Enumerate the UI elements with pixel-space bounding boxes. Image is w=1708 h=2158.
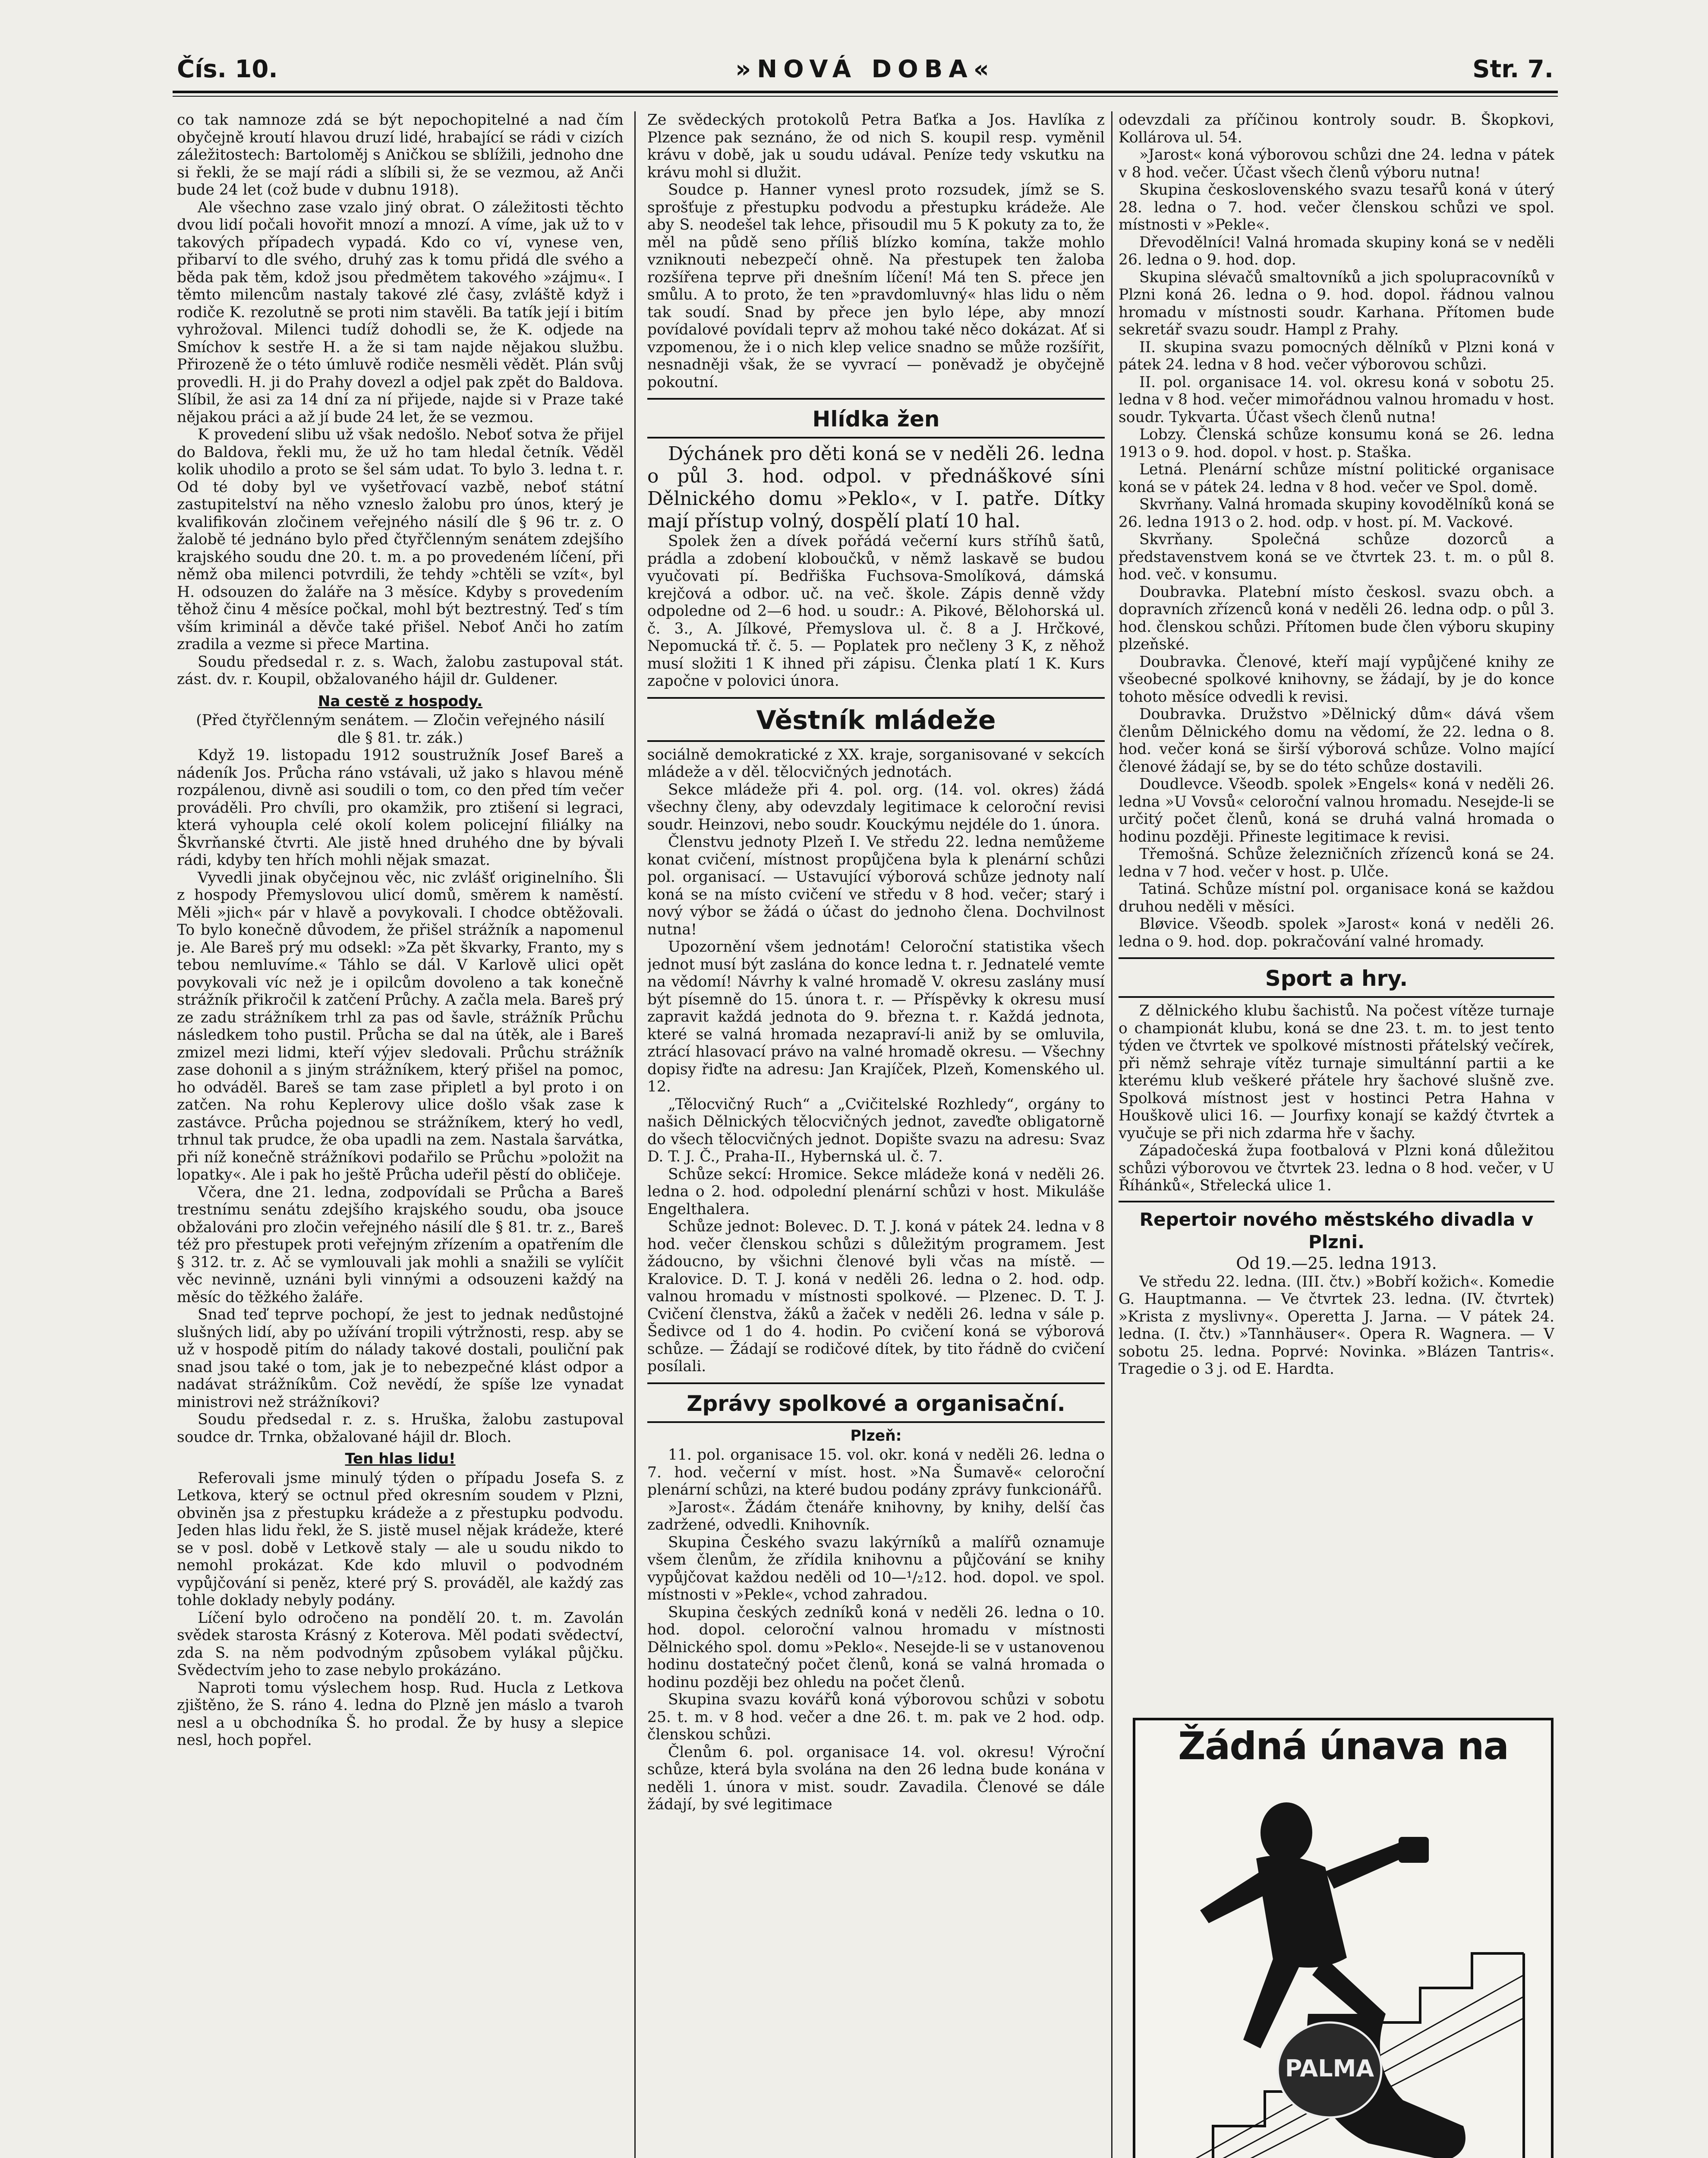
article-paragraph: Skvrňany. Společná schůze dozorců a představenstvem koná se ve čtvrtek 23. t. m. o půl 8. hod. več. v konsumu. [1119,531,1554,583]
article-subheading: (Před čtyřčlenným senátem. — Zločin veřejného násilí dle § 81. tr. zák.) [196,712,605,747]
column-2 [647,111,1105,2158]
article-paragraph: Spolek žen a dívek pořádá večerní kurs stříhů šatů, prádla a zdobení kloboučků, v němž laskavě se budou vyučovati pí. Bedřiška Fuchsova-Smolíková, dámská krejčová a odbor. uč. na več. škole. Zápis denně vždy odpoledne od 2—6 hod. u soudr.: A. Pikové, Bělohorská ul. č. 3., A. Jílkové, Přemyslova ul. č. 8 a J. Hrčkové, Nepomucká tř. č. 5. — Poplatek pro nečleny 3 K, z něhož musí složiti 1 K ihned při zápisu. Členka platí 1 K. Kurs započne v polovici února. [647,533,1105,690]
article-paragraph: Třemošná. Schůze železničních zřízenců koná se 24. ledna v 7 hod. večer v host. p. Ulče. [1119,846,1554,880]
article-paragraph: Z dělnického klubu šachistů. Na počest vítěze turnaje o championát klubu, koná se dne 23. t. m. to jest tento týden ve čtvrtek ve spolkové místnosti přátelský večírek, při němž sehraje vítěz turnaje simultánní partii a ke kterému klub veškeré přátele hry šachové slušně zve. Spolková místnost jest v hostinci Petra Hahna v Houškově ulici 16. — Jourfixy konají se každý čtvrtek a vyučuje se při nich zdarma hře v šachy. [1119,1002,1554,1142]
article-paragraph: »Jarost« koná výborovou schůzi dne 24. ledna v pátek v 8 hod. večer. Účast všech členů výboru nutna! [1119,146,1554,181]
article-paragraph: Letná. Plenární schůze místní politické organisace koná se v pátek 24. ledna v 8 hod. večer ve Spol. domě. [1119,461,1554,496]
article-paragraph: »Jarost«. Žádám čtenáře knihovny, by knihy, delší čas zadržené, odvedli. Knihovník. [647,1499,1105,1533]
article-paragraph: Soudu předsedal r. z. s. Wach, žalobu zastupoval stát. zást. dv. r. Koupil, obžalovaného hájil dr. Guldener. [177,653,624,688]
column-1 [177,111,624,2158]
article-paragraph: Referovali jsme minulý týden o případu Josefa S. z Letkova, který se octnul před okresním soudem v Plzni, obviněn jsa z přestupku krádeže a z přestupku podvodu. Jeden hlas lidu řekl, že S. jistě musel nějak krádeže, které se v posl. době v Letkově staly — ale u soudu nikdo to nemohl prokázat. Kde kdo mluvil o podvodném vypůjčování si peněz, které prý S. prováděl, ale každý zas tohle doklady nebyly podány. [177,1469,624,1609]
article-paragraph: Dřevodělníci! Valná hromada skupiny koná se v neděli 26. ledna o 9. hod. dop. [1119,233,1554,268]
article-heading: Ten hlas lidu! [345,1450,456,1467]
column-divider [1111,111,1112,2158]
article-paragraph: Líčení bylo odročeno na pondělí 20. t. m. Zavolán svědek starosta Krásný z Koterova. Měl podati svědectví, zda S. na něm podvodným způsobem vylákal půjčku. Svědectvím jeho to zase nebylo prokázáno. [177,1609,624,1679]
newspaper-title: »NOVÁ DOBA« [735,55,995,83]
article-paragraph: Skupina svazu kovářů koná výborovou schůzi v sobotu 25. t. m. v 8 hod. večer a dne 26. t. m. pak ve 2 hod. odp. členskou schůzi. [647,1691,1105,1743]
article-paragraph: II. pol. organisace 14. vol. okresu koná v sobotu 25. ledna v 8 hod. večer mimořádnou valnou hromadu v host. soudr. Tykvarta. Účast všech členů nutna! [1119,373,1554,426]
article-paragraph: „Tělocvičný Ruch“ a „Cvičitelské Rozhledy“, orgány to našich Dělnických tělocvičných jednot, zaveďte obligatorně do všech tělocvičných jednot. Dopište svazu na adresu: Svaz D. T. J. Č., Praha-II., Hybernská ul. č. 7. [647,1095,1105,1165]
article-paragraph: Snad teď teprve pochopí, že jest to jednak nedůstojné slušných lidí, aby po užívání tropili výtržnosti, resp. aby se už v hospodě pitím do nálady takové dostali, pouliční pak snad jsou také o tom, jak je to nebezpečné klást odpor a nadávat strážníkům. Což nevědí, že spíše lze vynadat ministrovi než strážníkovi? [177,1306,624,1411]
column-3 [1119,111,1554,1707]
section-heading: Sport a hry. [1265,966,1408,991]
repertoire-dates: Od 19.—25. ledna 1913. [1236,1253,1437,1273]
section-rule [1119,1201,1554,1202]
header-rule-thin [173,96,1558,97]
article-paragraph: Dýchánek pro děti koná se v neděli 26. ledna o půl 3. hod. odpol. v přednáškové síni Dělnického domu »Peklo«, v I. patře. Dítky mají přístup volný, dospělí platí 10 hal. [647,443,1105,532]
article-paragraph: Skupina slévačů smaltovníků a jich spolupracovníků v Plzni koná 26. ledna o 9. hod. dopol. řádnou valnou hromadu v místnosti soudr. Karhana. Přítomen bude sekretář svazu soudr. Hampl z Prahy. [1119,268,1554,338]
palma-advertisement [1133,1718,1554,2158]
article-paragraph: Tatiná. Schůze místní pol. organisace koná se každou druhou neděli v měsíci. [1119,880,1554,915]
article-paragraph: Vyvedli jinak obyčejnou věc, nic zvlášť originelního. Šli z hospody Přemyslovou ulicí domů, směrem k naměstí. Měli »jich« pár v hlavě a povykovali. I chodce obtěžovali. To bylo konečně důvodem, že přišel strážník a napomenul je. Ale Bareš prý mu odsekl: »Za pět škvarky, Franto, my s tebou nemluvíme.« Táhlo se dál. V Karlově ulici opět povykovali víc než je i opilcům dovoleno a tak konečně strážník přikročil k zatčení Průchy. A začla mela. Bareš prý ze zadu strážníkem trhl za pas od šavle, strážník Průchu následkem toho pustil. Průcha se dal na útěk, ale i Bareš zmizel mezi lidmi, kteří výjev sledovali. Průchu strážník zase dohonil a s jiným strážníkem, který přišel na pomoc, ho odváděl. Bareš se tam zase připletl a byl proto i on zatčen. Na rohu Keplerovy ulice došlo však zase k zastávce. Průcha pojednou se strážníkem, který ho vedl, trhnul tak prudce, že oba upadli na zem. Nastala šarvátka, při níž konečně strážníkovi podařilo se Průchu »položit na lopatky«. Ale i pak ho ještě Průcha udeřil pěstí do obličeje. [177,869,624,1183]
article-paragraph: Lobzy. Členská schůze konsumu koná se 26. ledna 1913 o 9. hod. dopol. v host. p. Staška. [1119,426,1554,461]
article-paragraph: K provedení slibu už však nedošlo. Neboť sotva že přijel do Baldova, řekli mu, že už ho tam hledal četník. Věděl kolik uhodilo a proto se šel sám udat. To bylo 3. ledna t. r. Od té doby byl ve vyšetřovací vazbě, neboť státní zastupitelství na něho vzneslo žalobu pro únos, který je kvalifikován zločinem veřejného násilí dle § 96 tr. z. O žalobě té jednáno bylo před čtyřčlenným senátem zdejšího krajského soudu dne 20. t. m. a po provedeném líčení, při němž oba milenci potvrdili, že tehdy »chtěli se vzít«, byl H. odsouzen do žaláře na 3 měsíce. Kdyby s provedením těhož činu 4 měsíce počkal, mohl být beztrestný. Teď s tím vším kriminál a děvče také přišel. Neboť Anči ho zatím zradila a vezme si přece Martina. [177,426,624,653]
article-paragraph: II. skupina svazu pomocných dělníků v Plzni koná v pátek 24. ledna v 8 hod. večer výborovou schůzi. [1119,338,1554,373]
article-paragraph: Ale všechno zase vzalo jiný obrat. O záležitosti těchto dvou lidí počali hovořit mnozí a mnozí. A víme, jak už to v takových případech vypadá. Kdo co ví, vynese ven, přibarví to dle svého, druhý zas k tomu přidá dle svého a běda pak těm, kdož jsou předmětem takového »zájmu«. I těmto milencům nastaly takové zlé časy, zvláště když i rodiče K. rezolutně se proti nim stavěli. Ba tatík její i bitím vyhrožoval. Milenci tudíž dohodli se, že K. odjede na Smíchov k sestře H. a že si tam najde nějakou službu. Přirozeně že o této úmluvě rodiče nesměli vědět. Plán svůj provedli. H. ji do Prahy dovezl a odjel pak zpět do Baldova. Slíbil, že asi za 14 dní za ní přijede, najde si v Praze také nějakou práci a až jí bude 24 let, že se vezmou. [177,199,624,426]
article-paragraph: Schůze jednot: Bolevec. D. T. J. koná v pátek 24. ledna v 8 hod. večer členskou schůzi s důležitým programem. Jest žádoucno, by všichni členové byli včas na místě. — Kralovice. D. T. J. koná v neděli 26. ledna o 2. hod. odp. valnou hromadu v místnosti spolkové. — Plzenec. D. T. J. Cvičení členstva, žáků a žaček v neděli 26. ledna v sále p. Šedivce od 1 do 4. hodin. Po cvičení koná se výborová schůze. — Žádají se rodičové dítek, by tito řádně do cvičení posílali. [647,1218,1105,1375]
issue-number: Čís. 10. [177,55,278,83]
header-rule [173,91,1558,93]
place-heading: Plzeň: [850,1427,902,1445]
article-paragraph: Skvrňany. Valná hromada skupiny kovodělníků koná se 26. ledna 1913 o 2. hod. odp. v host. pí. M. Vackové. [1119,496,1554,531]
section-subtitle: sociálně demokratické z XX. kraje, sorganisované v sekcích mládeže a v děl. tělocvičných jednotách. [647,746,1105,781]
article-paragraph: Západočeská župa footbalová v Plzni koná důležitou schůzi výborovou ve čtvrtek 23. ledna o 8 hod. večer, v U Říhánků«, Střelecká ulice 1. [1119,1142,1554,1194]
article-paragraph: Skupina českých zedníků koná v neděli 26. ledna o 10. hod. dopol. celoroční valnou hromadu v místnosti Dělnického spol. domu »Peklo«. Nesejde-li se v ustanovenou hodinu dostatečný počet členů, koná se valná hromada o hodinu později bez ohledu na počet členů. [647,1603,1105,1691]
article-paragraph: Soudu předsedal r. z. s. Hruška, žalobu zastupoval soudce dr. Trnka, obžalované hájil dr. Bloch. [177,1411,624,1446]
article-paragraph: Ve středu 22. ledna. (III. čtv.) »Bobří kožich«. Komedie G. Hauptmanna. — Ve čtvrtek 23. ledna. (IV. čtvrtek) »Krista z myslivny«. Operetta J. Jarna. — V pátek 24. ledna. (I. čtv.) »Tannhäuser«. Opera R. Wagnera. — V sobotu 25. ledna. Poprvé: Novinka. »Blázen Tantris«. Tragedie o 3 j. od E. Hardta. [1119,1273,1554,1378]
article-paragraph: odevzdali za příčinou kontroly soudr. B. Škopkovi, Kollárova ul. 54. [1119,111,1554,146]
article-heading: Na cestě z hospody. [318,692,483,710]
article-paragraph: Doubravka. Členové, kteří mají vypůjčené knihy ze všeobecné spolkové knihovny, se žádají, by je do konce tohoto měsíce odvedli k revisi. [1119,653,1554,706]
section-heading: Zprávy spolkové a organisační. [687,1391,1065,1416]
page-number: Str. 7. [1472,55,1554,83]
ad-headline: Žádná únava na [1178,1724,1508,1768]
article-paragraph: Včera, dne 21. ledna, zodpovídali se Průcha a Bareš trestnímu senátu zdejšího krajského soudu, oba jsouce obžalováni pro zločin veřejného násilí dle § 81. tr. z., Bareš též pro přestupek proti veřejným zřízením a opatřením dle § 312. tr. z. Ač se vymlouvali jak mohli a snažili se vylíčit věc nevinně, uznáni byli vinnými a odsouzeni každý na měsíc do těžkého žaláře. [177,1183,624,1306]
section-header-box [647,1382,1105,1423]
article-paragraph: Když 19. listopadu 1912 soustružník Josef Bareš a nádeník Jos. Průcha ráno vstávali, už jako s hlavou méně rozpálenou, divně asi soudili o tom, co den před tím večer prováděli. Pro chvíli, pro okamžik, pro ztišení si legraci, která vyhoupla celé okolí kolem policejní filiálky na Škvrňanské čtvrti. Ale jistě hned druhého dne by bývali rádi, kdyby ten hřích mohli nějak smazat. [177,747,624,869]
article-paragraph: Členstvu jednoty Plzeň I. Ve středu 22. ledna nemůžeme konat cvičení, místnost propůjčena byla k plenární schůzi pol. organisací. — Ustavující výborová schůze jednoty nalí koná se na místo cvičení ve středu v 8 hod. večer; starý i nový výbor se žádá o účast do jednoho člena. Dochvilnost nutna! [647,833,1105,938]
page-header [177,55,1554,90]
article-paragraph: Upozornění všem jednotám! Celoroční statistika všech jednot musí být zaslána do konce ledna t. r. Jednatelé vemte na vědomí! Návrhy k valné hromadě V. okresu zaslány musí být písemně do 15. února t. r. — Příspěvky k okresu musí zapravit každá jednota do 9. března t. r. Každá jednota, které se valná hromada nezapraví-li aniž by se omluvila, ztrácí hlasovací právo na valné hromadě okresu. — Všechny dopisy řiďte na adresu: Jan Krajíček, Plzeň, Komenského ul. 12. [647,938,1105,1095]
article-paragraph: Sekce mládeže při 4. pol. org. (14. vol. okres) žádá všechny členy, aby odevzdaly legitimace k celoroční revisi soudr. Heinzovi, nebo soudr. Kouckýmu nejdéle do 1. února. [647,781,1105,833]
article-paragraph: Doubravka. Platební místo českosl. svazu obch. a dopravních zřízenců koná v neděli 26. ledna odp. o půl 3. hod. členskou schůzi. Přítomen bude člen výboru skupiny plzeňské. [1119,583,1554,653]
article-paragraph: 11. pol. organisace 15. vol. okr. koná v neděli 26. ledna o 7. hod. večerní v míst. host. »Na Šumavě« celoroční plenární schůzi, na které budou podány zprávy funkcionářů. [647,1446,1105,1499]
article-paragraph: co tak namnoze zdá se být nepochopitelné a nad čím obyčejně kroutí hlavou druzí lidé, hrabající se rádi v cizích záležitostech: Bartoloměj s Aničkou se sblížili, jednoho dne si řekli, že se mají rádi a slíbili si, že se vezmou, až Anči bude 24 let (což bude v dubnu 1918). [177,111,624,199]
section-heading: Hlídka žen [812,407,940,432]
repertoire-heading: Repertoir nového městského divadla v Plzni. [1139,1208,1534,1253]
article-paragraph: Ze svědeckých protokolů Petra Baťka a Jos. Havlíka z Plzence pak seznáno, že od nich S. koupil resp. vyměnil krávu v době, jak u soudu udával. Peníze tedy vskutku na krávu mohl si dlužit. [647,111,1105,181]
article-paragraph: Doubravka. Družstvo »Dělnický dům« dává všem členům Dělnického domu na vědomí, že 22. ledna o 8. hod. večer koná se širší výborová schůze. Volno mající členové žádají se, by se do této schůze dostavili. [1119,706,1554,776]
article-paragraph: Doudlevce. Všeodb. spolek »Engels« koná v neděli 26. ledna »U Vovsů« celoroční valnou hromadu. Nesejde-li se určitý počet členů, koná se druhá valná hromada o hodinu později. Přineste legitimace k revisi. [1119,776,1554,846]
article-paragraph: Schůze sekcí: Hromice. Sekce mládeže koná v neděli 26. ledna o 2. hod. odpolední plenární schůzi v host. Mikuláše Engelthalera. [647,1165,1105,1218]
section-heading: Věstník mládeže [756,705,996,735]
article-paragraph: Skupina Českého svazu lakýrníků a malířů oznamuje všem členům, že zřídila knihovnu a půjčování se knihy vypůjčovat každou neděli od 10—¹/₂12. hod. dopol. ve spol. místnosti v »Pekle«, vchod zahradou. [647,1533,1105,1603]
section-header-box [647,697,1105,742]
ad-illustration [1144,1772,1543,2158]
article-paragraph: Bløvice. Všeodb. spolek »Jarost« koná v neděli 26. ledna o 9. hod. dop. pokračování valné hromady. [1119,915,1554,950]
article-paragraph: Skupina československého svazu tesařů koná v úterý 28. ledna o 7. hod. večer členskou schůzi ve spol. místnosti v »Pekle«. [1119,181,1554,233]
column-divider [634,111,636,2158]
article-paragraph: Naproti tomu výslechem hosp. Rud. Hucla z Letkova zjištěno, že S. ráno 4. ledna do Plzně jen máslo a tvaroh nesl a u obchodníka Š. ho prodal. Že by husy a slepice nesl, hoch popřel. [177,1679,624,1749]
article-paragraph: Soudce p. Hanner vynesl proto rozsudek, jímž se S. sprošťuje z přestupku podvodu a přestupku krádeže. Ale aby S. neodešel tak lehce, přisoudil mu 5 K pokuty za to, že měl na půdě seno příliš blízko komína, takže mohlo vzniknouti nebezpečí ohně. Na přestupek ten žaloba rozšířena teprve při dnešním líčení! Má ten S. přece jen smůlu. A to proto, že ten »pravdomluvný« hlas lidu o něm tak soudí. Snad by přece jen bylo lépe, aby mnozí povídalové povídali teprv až mohou také něco dokázat. Ať si vzpomenou, že i o nich klep velice snadno se může rozšířit, nesnadněji však, že se vyvrací — poněvadž je obyčejně pokoutní. [647,181,1105,391]
section-header-box [1119,957,1554,998]
article-paragraph: Členům 6. pol. organisace 14. vol. okresu! Výroční schůze, která byla svolána na den 26 ledna bude konána v neděli 1. února v mist. soudr. Zavadila. Členové se dále žádají, by své legitimace [647,1743,1105,1813]
section-header-box [647,398,1105,439]
heel-badge-text: PALMA [1285,2055,1374,2082]
